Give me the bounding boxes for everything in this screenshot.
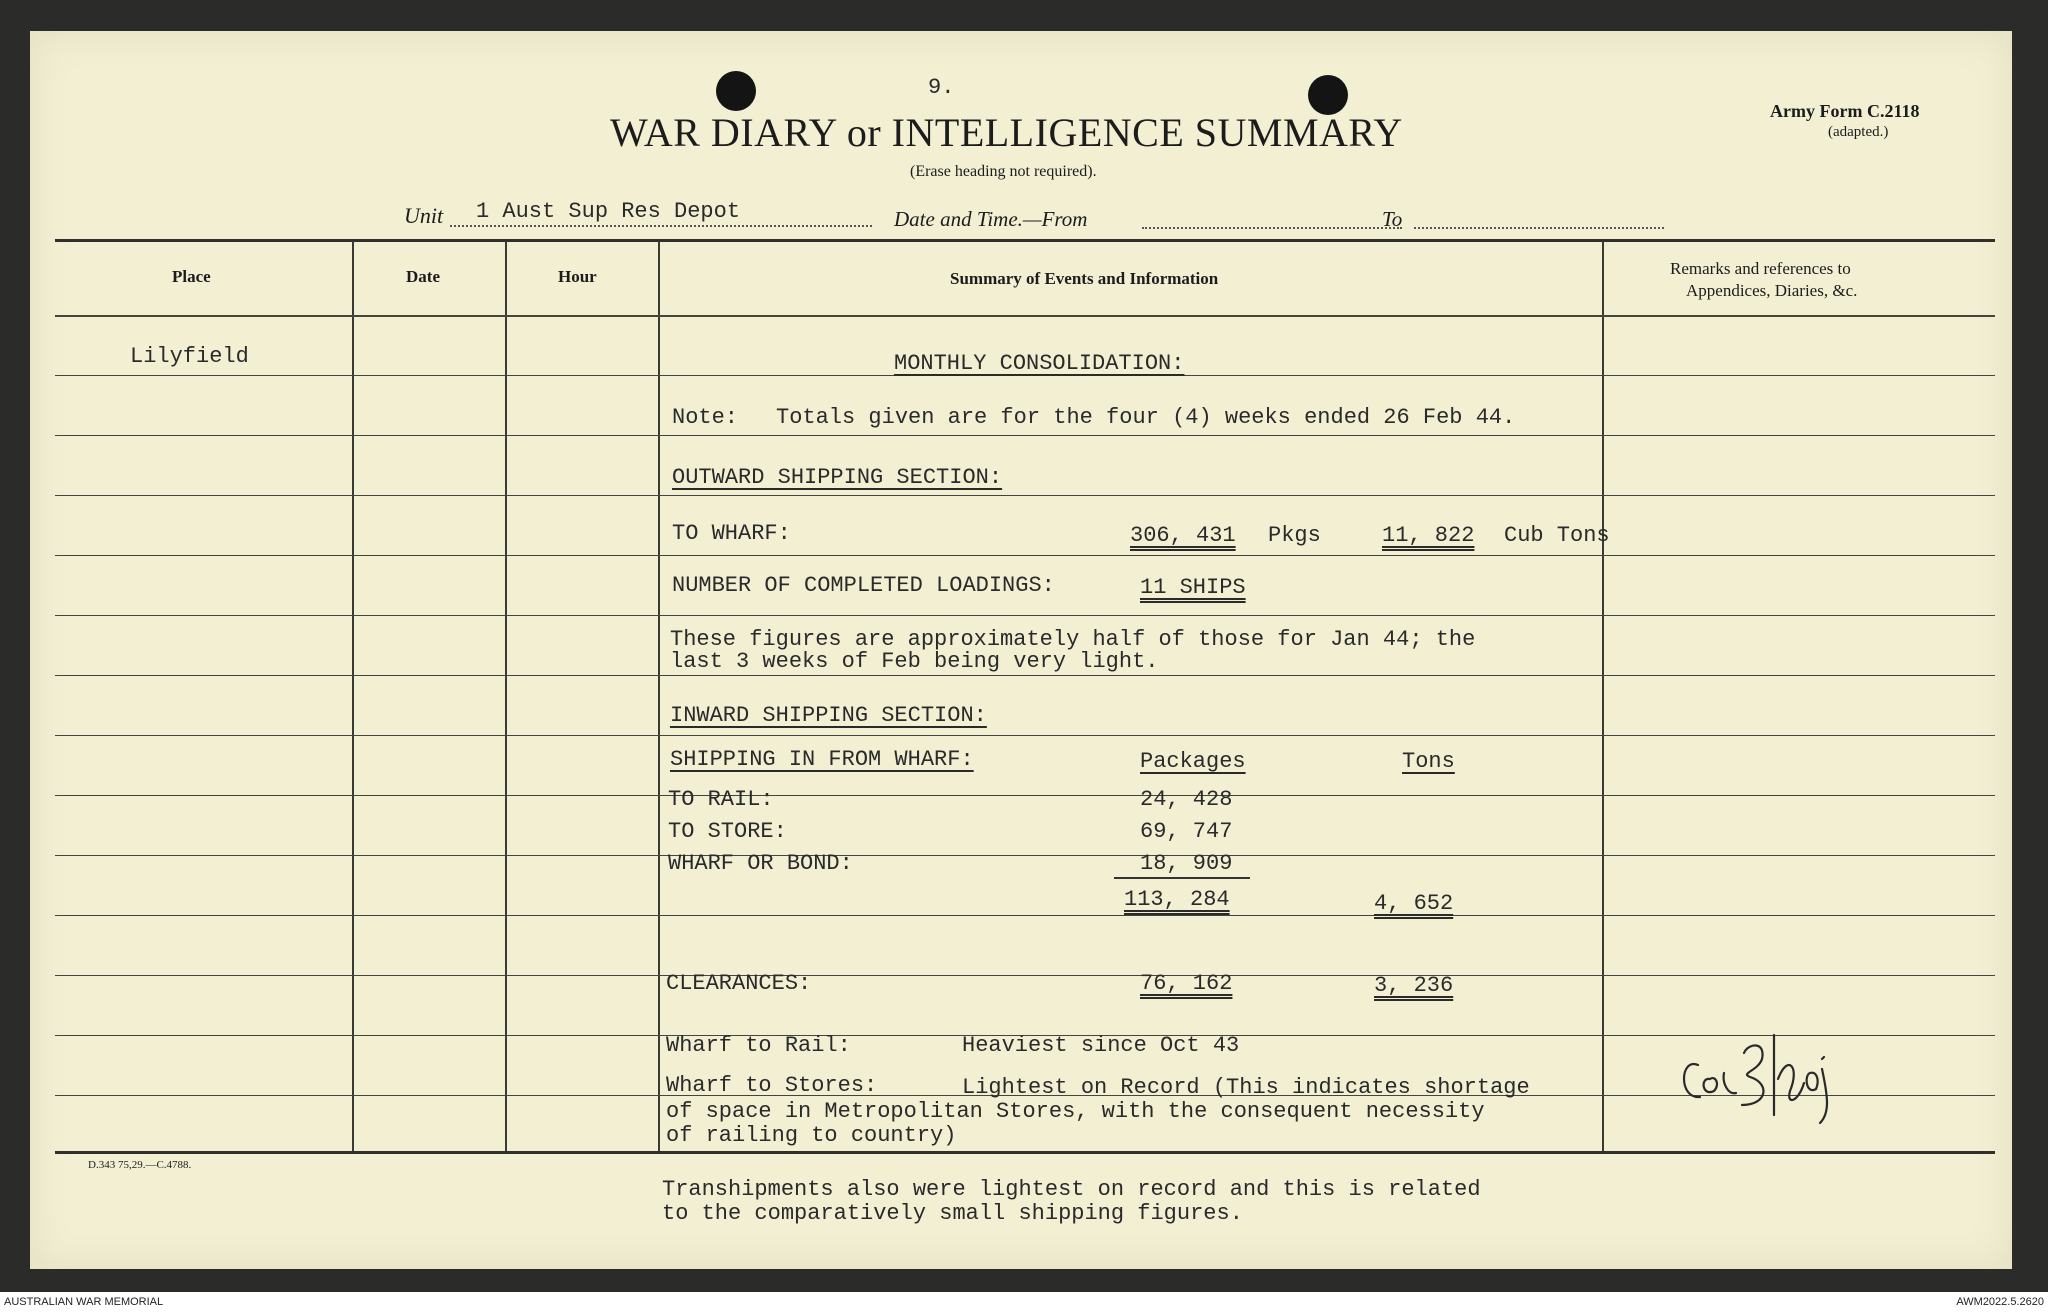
note-text: Totals given are for the four (4) weeks ended 26 Feb 44. — [776, 405, 1516, 430]
ruled-line — [55, 675, 1995, 676]
unit-label: Unit — [404, 203, 444, 228]
col-divider-date — [505, 241, 507, 1151]
figures-note-line-1: These figures are approximately half of those for Jan 44; the — [670, 627, 1476, 652]
punch-hole-left — [716, 71, 756, 111]
to-store-packages: 69, 747 — [1140, 819, 1233, 844]
page-number: 9. — [928, 75, 955, 100]
page-subtitle: (Erase heading not required). — [910, 163, 1097, 180]
ruled-line — [55, 615, 1995, 616]
to-wharf-packages: 306, 431 — [1130, 523, 1236, 548]
col-header-place: Place — [172, 267, 211, 286]
wharf-to-stores-line-3: of railing to country) — [666, 1123, 957, 1148]
clearances-tons: 3, 236 — [1374, 973, 1454, 998]
col-header-hour: Hour — [558, 267, 597, 286]
ruled-line — [55, 855, 1995, 856]
ruled-line — [55, 975, 1995, 976]
col-header-date: Date — [406, 267, 440, 286]
transhipments-line-2: to the comparatively small shipping figures. — [662, 1201, 1243, 1226]
wharf-to-rail-text: Heaviest since Oct 43 — [962, 1033, 1240, 1058]
packages-column-header: Packages — [1140, 749, 1246, 774]
wharf-or-bond-packages: 18, 909 — [1140, 851, 1233, 876]
wharf-to-rail-label: Wharf to Rail: — [666, 1033, 851, 1058]
footer-right: AWM2022.5.2620 — [1956, 1296, 2044, 1308]
ruled-line — [55, 495, 1995, 496]
figures-note-line-2: last 3 weeks of Feb being very light. — [670, 649, 1159, 674]
wharf-to-stores-line-1: Lightest on Record (This indicates shortage — [962, 1075, 1530, 1100]
ruled-line — [55, 795, 1995, 796]
total-tons: 4, 652 — [1374, 891, 1454, 916]
outward-shipping-heading: OUTWARD SHIPPING SECTION: — [672, 465, 1003, 490]
army-form-note: (adapted.) — [1828, 124, 1889, 140]
col-divider-summary — [1602, 241, 1604, 1151]
ruled-line — [55, 315, 1995, 317]
monthly-consolidation-heading: MONTHLY CONSOLIDATION: — [894, 351, 1185, 376]
archive-footer — [0, 1292, 2048, 1313]
to-label: To — [1382, 207, 1403, 231]
to-rail-label: TO RAIL: — [668, 787, 774, 812]
clearances-label: CLEARANCES: — [666, 971, 812, 996]
completed-loadings-value: 11 SHIPS — [1140, 575, 1246, 600]
tons-column-header: Tons — [1402, 749, 1455, 774]
transhipments-line-1: Transhipments also were lightest on record and this is related — [662, 1177, 1481, 1202]
to-rail-packages: 24, 428 — [1140, 787, 1233, 812]
wharf-to-stores-label: Wharf to Stores: — [666, 1073, 878, 1098]
note-label: Note: — [672, 405, 739, 430]
col-divider-place — [352, 241, 354, 1151]
diary-sheet — [30, 31, 2012, 1269]
inward-shipping-heading: INWARD SHIPPING SECTION: — [670, 703, 987, 728]
sum-rule — [1114, 877, 1250, 879]
footer-left: AUSTRALIAN WAR MEMORIAL — [4, 1296, 164, 1308]
ruled-line — [55, 435, 1995, 436]
col-header-summary: Summary of Events and Information — [950, 269, 1219, 288]
ruled-line — [55, 735, 1995, 736]
col-header-remarks-2: Appendices, Diaries, &c. — [1686, 281, 1858, 300]
completed-loadings-label: NUMBER OF COMPLETED LOADINGS: — [672, 573, 1055, 598]
to-wharf-tons: 11, 822 — [1382, 523, 1475, 548]
col-divider-hour — [658, 241, 660, 1151]
to-store-label: TO STORE: — [668, 819, 787, 844]
to-wharf-label: TO WHARF: — [672, 521, 791, 546]
date-from-dotted-line — [1142, 227, 1402, 229]
to-wharf-tons-unit: Cub Tons — [1504, 523, 1610, 548]
clearances-packages: 76, 162 — [1140, 971, 1233, 996]
wharf-to-stores-line-2: of space in Metropolitan Stores, with the consequent necessity — [666, 1099, 1485, 1124]
army-form-name: Army Form C.2118 — [1770, 101, 1920, 121]
table-top-border — [55, 239, 1995, 242]
ruled-line — [55, 915, 1995, 916]
date-time-label: Date and Time.—From — [894, 207, 1088, 231]
place-entry: Lilyfield — [130, 344, 249, 369]
wharf-or-bond-label: WHARF OR BOND: — [668, 851, 853, 876]
page-title: WAR DIARY or INTELLIGENCE SUMMARY — [610, 110, 1403, 155]
signature — [1670, 1013, 1870, 1133]
unit-dotted-line — [450, 225, 872, 227]
col-header-remarks-1: Remarks and references to — [1670, 259, 1851, 278]
table-bottom-border — [55, 1151, 1995, 1154]
unit-value: 1 Aust Sup Res Depot — [476, 199, 741, 224]
ruled-line — [55, 555, 1995, 556]
print-code: D.343 75,29.—C.4788. — [88, 1159, 192, 1171]
shipping-in-from-wharf-label: SHIPPING IN FROM WHARF: — [670, 747, 974, 772]
total-packages: 113, 284 — [1124, 887, 1230, 912]
date-to-dotted-line — [1414, 227, 1664, 229]
to-wharf-packages-unit: Pkgs — [1268, 523, 1321, 548]
